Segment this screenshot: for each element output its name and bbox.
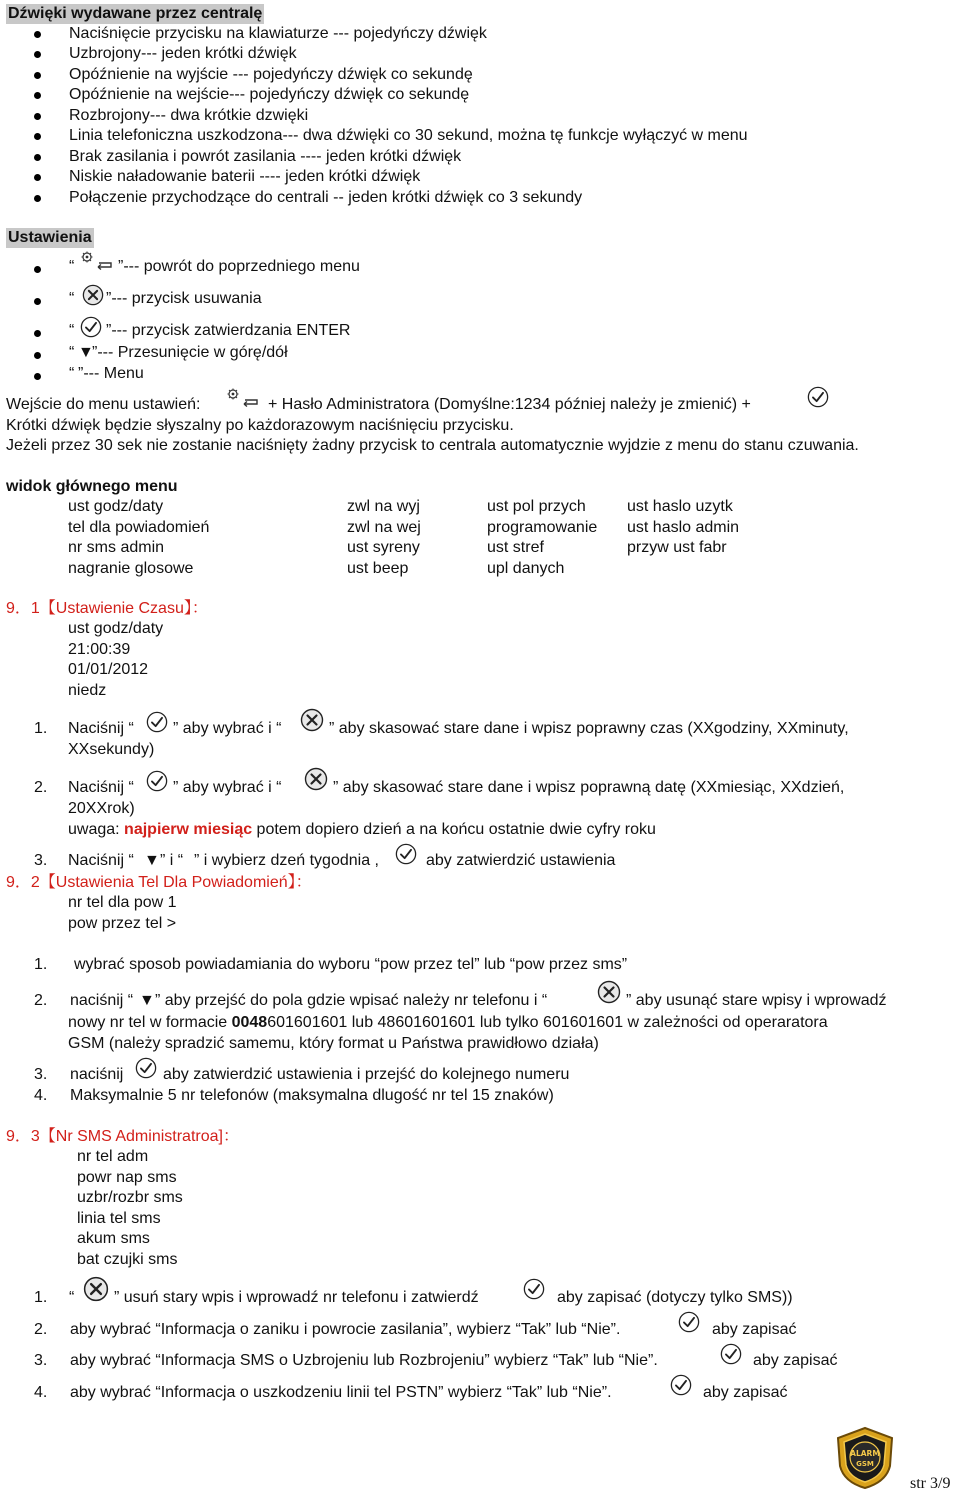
back-settings-icon [78, 250, 118, 274]
enter-check-icon [670, 1374, 692, 1396]
step-number: 3. [34, 852, 48, 869]
settings-item-delete: ”--- przycisk usuwania [106, 290, 262, 307]
bullet-icon [34, 266, 41, 273]
menu-column-1 [68, 497, 209, 579]
display-line: 21:00:39 [68, 640, 131, 658]
step-text: ” i “ [160, 852, 184, 869]
step-text: aby zatwierdzić ustawienia i przejść do kolejnego numeru [163, 1066, 570, 1083]
timeout-note: Jeżeli przez 30 sek nie zostanie naciśnięty żadny przycisk to centrala automatycznie wyjdzie z menu do stanu czuwania. [6, 437, 859, 454]
section-9-3-title: 9．3【Nr SMS Administratroa]： [6, 1128, 239, 1145]
bullet-icon [34, 154, 41, 161]
list-item: Linia telefoniczna uszkodzona--- dwa dźwięki co 30 sekund, można tę funkcje wyłączyć w menu [69, 127, 748, 144]
step-text: ” i wybierz dzeń tygodnia , [194, 852, 379, 869]
display-line: nr tel adm [77, 1148, 149, 1165]
display-line: bat czujki sms [77, 1250, 178, 1268]
list-item: Naciśnięcie przycisku na klawiaturze --- pojedyńczy dźwięk [69, 25, 487, 42]
section-9-1-title: 9．1【Ustawienie Czasu】： [6, 600, 208, 617]
step-text: aby zatwierdzić ustawienia [426, 852, 616, 869]
step-number: 4. [34, 1087, 48, 1104]
step-text: GSM (należy spradzić samemu, który format u Państwa prawidłowo działa) [68, 1035, 599, 1052]
display-line: nr tel dla pow 1 [68, 894, 177, 911]
menu-item: upl danych [487, 559, 565, 577]
step-number: 3. [34, 1066, 48, 1083]
beep-note: Krótki dźwięk będzie słyszalny po każdorazowym naciśnięciu przycisku. [6, 417, 514, 434]
display-line: pow przez tel > [68, 914, 177, 932]
list-item: Opóźnienie na wyjście --- pojedyńczy dźwięk co sekundę [69, 66, 473, 83]
step-text: aby zapisać [712, 1321, 797, 1338]
step-text: aby zapisać (dotyczy tylko SMS)) [557, 1289, 793, 1306]
list-item: Brak zasilania i powrót zasilania ---- jeden krótki dźwięk [69, 148, 462, 165]
menu-column-2 [347, 497, 421, 579]
bullet-icon [34, 373, 41, 380]
warning-emphasis: najpierw miesiąc [124, 821, 253, 838]
menu-item: nr sms admin [68, 539, 165, 556]
settings-item-scroll: ”--- Przesunięcie w górę/dół [92, 344, 288, 361]
step-number: 2. [34, 779, 48, 796]
logo-text-bottom: GSM [856, 1460, 874, 1468]
menu-item: ust haslo admin [627, 518, 740, 536]
enter-check-icon [678, 1311, 700, 1333]
enter-check-icon [135, 1057, 157, 1079]
lcd-display-phone [68, 893, 177, 934]
menu-item: zwl na wej [347, 518, 421, 536]
open-quote: “ [69, 322, 75, 339]
step-text: Naciśnij “ [68, 852, 134, 869]
settings-item-menu: ”--- Menu [78, 365, 144, 382]
bullet-icon [34, 298, 41, 305]
enter-check-icon [395, 843, 417, 865]
step-text: ” aby wybrać i “ [173, 779, 282, 796]
step-text: ” aby wybrać i “ [173, 720, 282, 737]
phone-format-note: nowy nr tel w formacie 0048601601601 lub 48601601601 lub tylko 601601601 w zależności od operaratora [68, 1014, 828, 1031]
display-line: 01/01/2012 [68, 661, 149, 678]
menu-column-4 [627, 497, 739, 559]
menu-item: nagranie glosowe [68, 559, 194, 577]
step-number: 1. [34, 1289, 48, 1306]
display-line: uzbr/rozbr sms [77, 1189, 183, 1206]
step-text: Maksymalnie 5 nr telefonów (maksymalna dlugość nr tel 15 znaków) [70, 1087, 554, 1104]
step-text: naciśnij “ [70, 992, 134, 1009]
step-text: ” usuń stary wpis i wprowadź nr telefonu i zatwierdź [114, 1289, 479, 1306]
enter-check-icon [720, 1343, 742, 1365]
step-text: ” aby skasować stare dane i wpisz poprawną datę (XXmiesiąc, XXdzień, [333, 779, 845, 796]
delete-x-icon [597, 980, 621, 1004]
step-number: 2. [34, 1321, 48, 1338]
menu-item: programowanie [487, 518, 598, 536]
step-number: 1. [34, 720, 48, 737]
display-line: niedz [68, 681, 107, 699]
step-number: 2. [34, 992, 48, 1009]
section-settings-title: Ustawienia [8, 229, 92, 246]
menu-item: ust godz/daty [68, 498, 164, 515]
step-text: wybrać sposob powiadamiania do wyboru “pow przez tel” lub “pow przez sms” [74, 956, 628, 973]
enter-check-icon [146, 770, 168, 792]
arrow-down-icon: ▼ [78, 344, 94, 361]
menu-item: tel dla powiadomień [68, 518, 210, 536]
menu-item: zwl na wyj [347, 498, 420, 515]
list-item: Niskie naładowanie baterii ---- jeden krótki dźwięk [69, 168, 421, 185]
menu-entry-label: Wejście do menu ustawień: [6, 396, 201, 413]
step-text: ” aby przejść do pola gdzie wpisać należy nr telefonu i “ [155, 992, 548, 1009]
bullet-icon [34, 31, 41, 38]
menu-item: ust pol przych [487, 498, 586, 515]
arrow-down-icon: ▼ [139, 992, 155, 1009]
menu-entry-password: + Hasło Administratora (Domyślne:1234 później należy je zmienić) + [268, 396, 751, 413]
section-9-2-title: 9．2【Ustawienia Tel Dla Powiadomień】： [6, 874, 312, 891]
open-quote: “ [69, 365, 75, 382]
step-text: aby wybrać “Informacja o zaniku i powrocie zasilania”, wybierz “Tak” lub “Nie”. [70, 1321, 621, 1338]
page-number: str 3/9 [910, 1475, 951, 1492]
country-prefix: 0048 [231, 1014, 268, 1031]
lcd-display-time [68, 619, 163, 701]
settings-item-enter: ”--- przycisk zatwierdzania ENTER [106, 322, 351, 339]
step-text: Naciśnij “ [68, 720, 134, 737]
display-line: ust godz/daty [68, 620, 164, 637]
delete-x-icon [304, 767, 328, 791]
arrow-down-icon: ▼ [144, 852, 160, 869]
step-text: 20XXrok) [68, 800, 135, 817]
bullet-icon [34, 51, 41, 58]
step-text: aby zapisać [703, 1384, 788, 1401]
step-number: 1. [34, 956, 48, 973]
lcd-display-sms [77, 1147, 183, 1270]
enter-check-icon [523, 1278, 545, 1300]
delete-x-icon [300, 708, 324, 732]
bullet-icon [34, 174, 41, 181]
display-line: linia tel sms [77, 1209, 161, 1227]
display-line: akum sms [77, 1230, 150, 1247]
enter-check-icon [807, 386, 829, 408]
enter-check-icon [146, 711, 168, 733]
delete-x-icon [82, 284, 104, 306]
display-line: powr nap sms [77, 1168, 177, 1186]
menu-item: ust syreny [347, 539, 420, 556]
step-text: aby zapisać [753, 1352, 838, 1369]
bullet-icon [34, 92, 41, 99]
bullet-icon [34, 195, 41, 202]
menu-item: ust haslo uzytk [627, 498, 733, 515]
menu-item: ust stref [487, 539, 544, 556]
back-settings-icon [224, 387, 264, 411]
bullet-icon [34, 133, 41, 140]
section-sounds-title: Dźwięki wydawane przez centralę [8, 5, 263, 22]
step-text: aby wybrać “Informacja o uszkodzeniu linii tel PSTN” wybierz “Tak” lub “Nie”. [70, 1384, 612, 1401]
open-quote: “ [69, 290, 75, 307]
open-quote: “ [69, 344, 75, 361]
step-number: 3. [34, 1352, 48, 1369]
bullet-icon [34, 72, 41, 79]
alarm-gsm-logo [834, 1426, 896, 1490]
list-item: Połączenie przychodzące do centrali -- jeden krótki dźwięk co 3 sekundy [69, 189, 583, 206]
menu-column-3 [487, 497, 597, 579]
menu-item: przyw ust fabr [627, 539, 727, 556]
list-item: Opóźnienie na wejście--- pojedyńczy dźwięk co sekundę [69, 86, 470, 103]
open-quote: “ [69, 1289, 75, 1306]
list-item: Uzbrojony--- jeden krótki dźwięk [69, 45, 297, 62]
logo-text-top: ALARM [850, 1449, 880, 1458]
step-text: XXsekundy) [68, 741, 155, 758]
open-quote: “ [69, 258, 75, 275]
warning-note: uwaga: najpierw miesiąc potem dopiero dzień a na końcu ostatnie dwie cyfry roku [68, 821, 656, 838]
bullet-icon [34, 113, 41, 120]
bullet-icon [34, 352, 41, 359]
step-text: ” aby skasować stare dane i wpisz poprawny czas (XXgodziny, XXminuty, [329, 720, 849, 737]
step-number: 4. [34, 1384, 48, 1401]
menu-item: ust beep [347, 559, 409, 577]
step-text: aby wybrać “Informacja SMS o Uzbrojeniu lub Rozbrojeniu” wybierz “Tak” lub “Nie”. [70, 1352, 658, 1369]
step-text: Naciśnij “ [68, 779, 134, 796]
settings-item-back: ”--- powrót do poprzedniego menu [118, 258, 360, 275]
main-menu-title: widok głównego menu [6, 478, 178, 495]
delete-x-icon [83, 1276, 109, 1302]
step-text: ” aby usunąć stare wpisy i wprowadź [626, 992, 887, 1009]
enter-check-icon [80, 316, 102, 338]
step-text: naciśnij [70, 1066, 124, 1083]
list-item: Rozbrojony--- dwa krótkie dzwięki [69, 107, 309, 124]
bullet-icon [34, 330, 41, 337]
